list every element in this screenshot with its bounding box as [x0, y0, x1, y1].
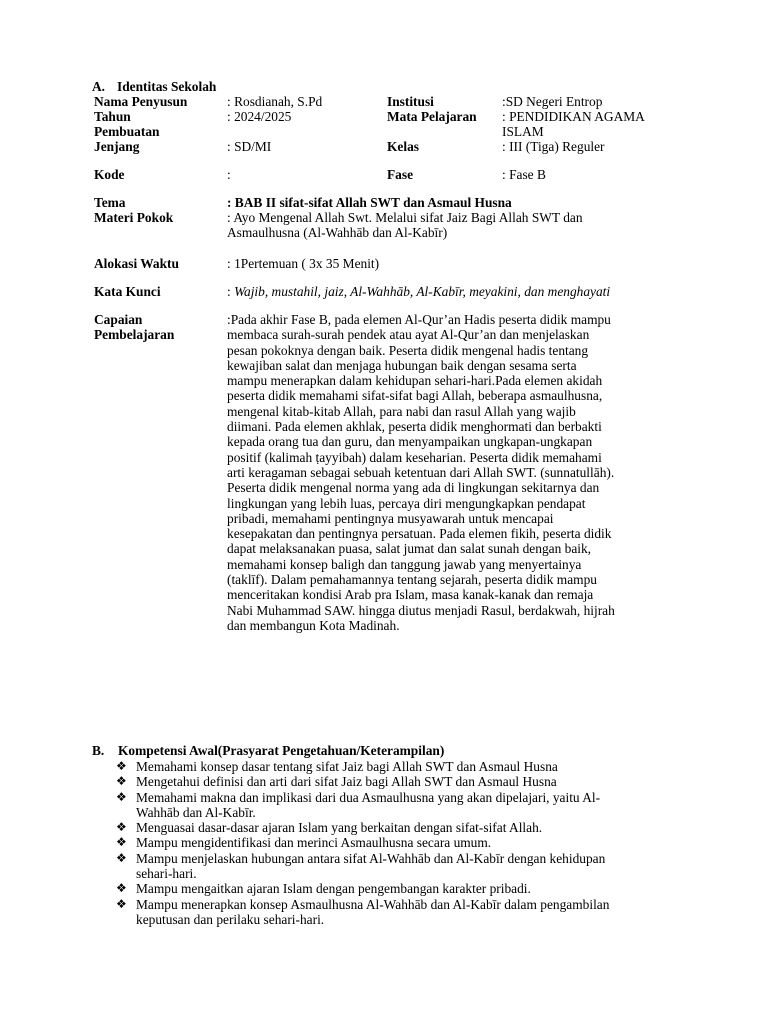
- capaian-line: mengenal kitab-kitab Allah, para nabi dan rasul Allah yang wajib: [227, 403, 576, 419]
- fase-label: Fase: [387, 167, 414, 182]
- capaian-line: pesan pokoknya dengan baik. Peserta didik mengenal hadis tentang: [227, 342, 589, 358]
- kode-value: :: [227, 167, 231, 182]
- section-b-title: Kompetensi Awal(Prasyarat Pengetahuan/Keterampilan): [118, 743, 445, 758]
- tema-value: : BAB II sifat-sifat Allah SWT dan Asmaul Husna: [227, 195, 512, 210]
- list-item: [116, 820, 678, 835]
- fase-value: : Fase B: [502, 167, 546, 182]
- mata-pelajaran-value-2: ISLAM: [502, 124, 544, 139]
- list-item-text: Mampu menerapkan konsep Asmaulhusna Al-Wahhāb dan Al-Kabīr dalam pengambilan: [136, 896, 610, 912]
- section-a-title: Identitas Sekolah: [117, 79, 217, 94]
- capaian-line: pribadi, memahami pentingnya musyawarah untuk mencapai: [227, 510, 554, 526]
- list-item-text: Memahami konsep dasar tentang sifat Jaiz bagi Allah SWT dan Asmaul Husna: [136, 759, 558, 774]
- institusi-label: Institusi: [387, 94, 434, 109]
- capaian-line: dapat melaksanakan puasa, salat jumat dan salat sunah dengan baik,: [227, 541, 592, 557]
- section-a-letter: A.: [92, 79, 106, 94]
- alokasi-waktu-label: Alokasi Waktu: [94, 256, 179, 271]
- capaian-line: memahami konsep baligh dan tanggung jawab yang menyertainya: [227, 556, 582, 572]
- capaian-line: diimani. Pada elemen akhlak, peserta didik menghormati dan berbakti: [227, 419, 602, 435]
- capaian-line: membaca surah-surah pendek atau ayat Al-Qur’an dan menjelaskan: [227, 327, 590, 343]
- section-a-heading: [92, 79, 216, 94]
- capaian-line: mampu menerapkan dalam kehidupan sehari-hari.Pada elemen akidah: [227, 373, 603, 389]
- list-item-text-cont: Wahhāb dan Al-Kabīr.: [136, 804, 256, 820]
- kata-kunci-prefix: :: [227, 284, 235, 299]
- jenjang-value: : SD/MI: [227, 139, 272, 154]
- list-item-text: Mampu mengaitkan ajaran Islam dengan pengembangan karakter pribadi.: [136, 881, 531, 897]
- list-item: [116, 851, 678, 882]
- capaian-line: arti keragaman sebagai sebuah ketentuan dari Allah SWT. (sunnatullāh).: [227, 464, 615, 480]
- list-item-text-cont: sehari-hari.: [136, 866, 197, 882]
- tahun-pembuatan-value: : 2024/2025: [227, 109, 292, 124]
- nama-penyusun-value: : Rosdianah, S.Pd: [227, 94, 323, 109]
- diamond-bullet-icon: ❖: [116, 789, 127, 804]
- kode-label: Kode: [94, 167, 125, 182]
- materi-pokok-label: Materi Pokok: [94, 210, 174, 225]
- capaian-line: menceritakan kondisi Arab pra Islam, masa kanak-kanak dan remaja: [227, 587, 594, 603]
- diamond-bullet-icon: ❖: [116, 881, 127, 896]
- list-item: [116, 835, 678, 850]
- list-item: [116, 881, 678, 896]
- tahun-pembuatan-label-2: Pembuatan: [94, 124, 160, 139]
- capaian-line: kepada orang tua dan guru, dan menyampaikan ungkapan-ungkapan: [227, 434, 593, 450]
- kata-kunci-label: Kata Kunci: [94, 284, 161, 299]
- list-item: [116, 759, 678, 774]
- capaian-paragraph: [227, 312, 667, 633]
- list-item-text: Menguasai dasar-dasar ajaran Islam yang berkaitan dengan sifat-sifat Allah.: [136, 820, 543, 836]
- kata-kunci-value: Wajib, mustahil, jaiz, Al-Wahhāb, Al-Kabīr, meyakini, dan menghayati: [234, 284, 611, 299]
- list-item: [116, 790, 678, 821]
- capaian-line: lingkungan yang lebih luas, percaya diri mengungkapkan pendapat: [227, 495, 586, 511]
- capaian-line: kewajiban salat dan menjaga hubungan baik dengan sesama serta: [227, 357, 577, 373]
- capaian-label-1: Capaian: [94, 312, 143, 327]
- capaian-line: dan membangun Kota Madinah.: [227, 617, 400, 633]
- capaian-line: Peserta didik mengenal norma yang ada di lingkungan sekitarnya dan: [227, 480, 600, 496]
- diamond-bullet-icon: ❖: [116, 835, 127, 850]
- list-item-text-cont: keputusan dan perilaku sehari-hari.: [136, 911, 325, 927]
- diamond-bullet-icon: ❖: [116, 896, 127, 911]
- kompetensi-awal-list: [116, 759, 678, 927]
- tema-label: Tema: [94, 195, 126, 210]
- capaian-line: peserta didik memahami sifat-sifat bagi Allah, beberapa asmaulhusna,: [227, 388, 603, 404]
- diamond-bullet-icon: ❖: [116, 850, 127, 865]
- kelas-label: Kelas: [387, 139, 419, 154]
- materi-pokok-value: : Ayo Mengenal Allah Swt. Melalui sifat Jaiz Bagi Allah SWT dan Asmaulhusna (Al-Wahhāb dan Al-Kabīr): [227, 210, 583, 241]
- list-item-text: Mampu mengidentifikasi dan merinci Asmaulhusna secara umum.: [136, 835, 492, 851]
- section-b-heading: [92, 743, 444, 758]
- list-item-text: Mampu menjelaskan hubungan antara sifat Al-Wahhāb dan Al-Kabīr dengan kehidupan: [136, 850, 606, 866]
- diamond-bullet-icon: ❖: [116, 759, 127, 773]
- capaian-line: positif (kalimah ṭayyibah) dalam keseharian. Peserta didik memahami: [227, 449, 602, 465]
- capaian-line: kesepakatan dan pentingnya persatuan. Pada elemen fikih, peserta didik: [227, 526, 612, 542]
- mata-pelajaran-value-1: : PENDIDIKAN AGAMA: [502, 109, 645, 124]
- capaian-line: :Pada akhir Fase B, pada elemen Al-Qur’an Hadis peserta didik mampu: [227, 312, 611, 327]
- list-item-text: Memahami makna dan implikasi dari dua Asmaulhusna yang akan dipelajari, yaitu Al-: [136, 789, 601, 805]
- kata-kunci-value-wrap: [227, 284, 610, 299]
- alokasi-waktu-value: : 1Pertemuan ( 3x 35 Menit): [227, 256, 380, 271]
- list-item: [116, 897, 678, 928]
- institusi-value: :SD Negeri Entrop: [502, 94, 603, 109]
- mata-pelajaran-label: Mata Pelajaran: [387, 109, 477, 124]
- list-item: [116, 774, 678, 789]
- jenjang-label: Jenjang: [94, 139, 140, 154]
- diamond-bullet-icon: ❖: [116, 774, 127, 789]
- capaian-label-2: Pembelajaran: [94, 327, 175, 342]
- diamond-bullet-icon: ❖: [116, 820, 127, 835]
- tahun-pembuatan-label-1: Tahun: [94, 109, 131, 124]
- capaian-line: (taklīf). Dalam pemahamannya tentang sejarah, peserta didik mampu: [227, 572, 597, 588]
- kelas-value: : III (Tiga) Reguler: [502, 139, 605, 154]
- nama-penyusun-label: Nama Penyusun: [94, 94, 188, 109]
- capaian-line: Nabi Muhammad SAW. hingga diutus menjadi Rasul, berdakwah, hijrah: [227, 602, 615, 618]
- list-item-text: Mengetahui definisi dan arti dari sifat Jaiz bagi Allah SWT dan Asmaul Husna: [136, 774, 557, 790]
- section-b-letter: B.: [92, 743, 105, 758]
